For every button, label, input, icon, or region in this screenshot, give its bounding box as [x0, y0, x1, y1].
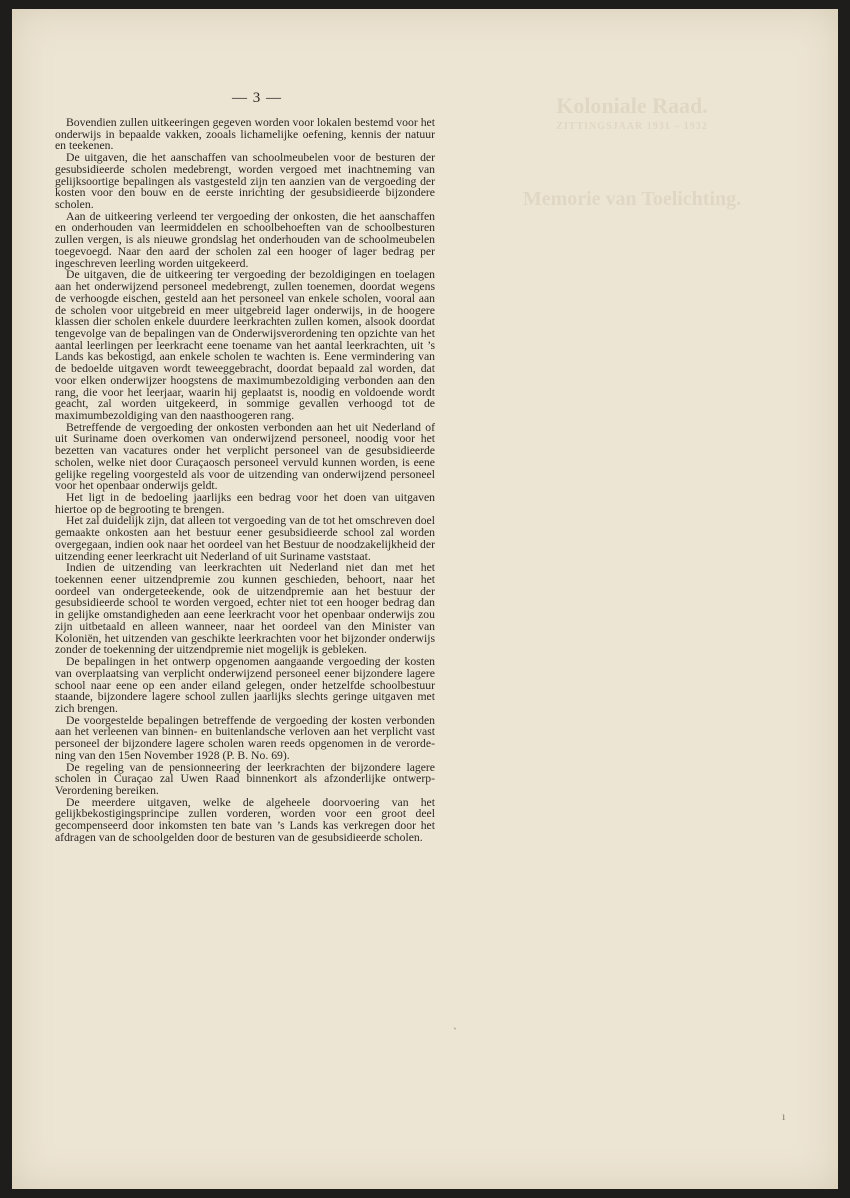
paper-speck: ˋ — [453, 1025, 457, 1039]
bleed-title: Koloniale Raad. — [556, 93, 708, 118]
paragraph-9: De bepalingen in het ontwerp opgenomen aangaande vergoeding der kosten van overplaatsing van verplicht onderwijzend personeel eener bijzondere lagere school naar eene op een ander eiland gelegen, onder hetzelfde schoolbestuur staande, bijzondere lagere school zullen jaarlijks slechts geringe uitgaven met zich brengen. — [55, 655, 435, 715]
bleed-heading: Memorie van Toelichting. — [522, 188, 742, 210]
paragraph-5: Betreffende de vergoeding der onkosten verbonden aan het uit Nederland of uit Suriname doen overkomen van onderwijzend personeel, noodig voor het bezetten van vacatures onder het verplicht personeel van de gesubsidieerde scholen, welke niet door Curaçaosch personeel vervuld kunnen worden, is eene gelijke regeling voorgesteld als voor de uitzending van onderwijzend personeel voor het openbaar onderwijs geldt. — [55, 420, 435, 493]
paragraph-6: Het ligt in de bedoeling jaarlijks een bedrag voor het doen van uitgaven hiertoe op de begrooting te brengen. — [55, 491, 435, 516]
paragraph-12: De meerdere uitgaven, welke de algeheele doorvoering van het gelijkbekostigingsprincipe zullen vorderen, worden voor een groot deel gecompenseerd door inkomsten ten bate van ’s Lands kas verkregen door het afdragen van de schoolgelden door de besturen van de gesubsidieerde scholen. — [55, 795, 435, 844]
paragraph-8: Indien de uitzending van leerkrachten uit Nederland niet dan met het toekennen eener uitzendpremie zou kunnen geschieden, behoort, naar het oordeel van ondergeteekende, ook de uitzendpremie aan het bestuur der gesubsidieerde school te worden vergoed, echter niet tot een hooger bedrag dan in gelijke omstandigheden aan eene leerkracht voor het openbaar onderwijs zou zijn uitbetaald en alleen wanneer, naar het oordeel van den Minister van Koloniën, het uitzenden van geschikte leerkrachten voor het bijzonder onderwijs zonder de toekenning der uitzendpremie niet mogelijk is gebleken. — [55, 561, 435, 657]
paper-speck: ı — [782, 1109, 786, 1123]
page-number: — 3 — — [232, 90, 282, 106]
paragraph-10: De voorgestelde bepalingen betreffende de vergoeding der kosten verbonden aan het verleenen van binnen- en buitenlandsche verloven aan het verplicht vast personeel der bijzondere lagere scholen waren reeds opgenomen in de verordening van den 15en November 1928 (P. B. No. 69). — [55, 713, 435, 762]
bleed-session: ZITTINGSJAAR 1931 – 1932 — [556, 121, 708, 132]
paragraph-4: De uitgaven, die de uitkeering ter vergoeding der bezoldigingen en toelagen aan het onderwijzend personeel medebrengt, zullen toenemen, doordat wegens de verhoogde eischen, gesteld aan het personeel van enkele scholen, vooral aan de scholen voor uitgebreid en meer uitgebreid lager onderwijs, in de hoogere klassen dier scholen enkele duurdere leerkrachten zullen komen, alsook doordat tengevolge van de bepalingen van de Onderwijsverordening ten opzichte van het aantal leerlingen per leerkracht eene toename van het aantal leerkrachten, uit ’s Lands kas bekostigd, aan enkele scholen te wachten is. Eene vermindering van de bedoelde uitgaven wordt teweeggebracht, doordat bepaald zal worden, dat voor elken onderwijzer hoogstens de maximumbezoldiging verbonden aan den rang, die voor het leerjaar, waarin hij geplaatst is, noodig en voldoende wordt geacht, zal worden uitgekeerd, in sommige gevallen verhoogd tot de maximumbezoldiging van den naasthoogeren rang. — [55, 268, 435, 422]
paragraph-11: De regeling van de pensionneering der leerkrachten der bijzondere lagere scholen in Curaçao zal Uwen Raad binnenkort als afzonderlijke ontwerp-Verordening bereiken. — [55, 760, 435, 797]
bleed-through-text — [482, 89, 782, 211]
body-text — [55, 117, 435, 844]
paragraph-3: Aan de uitkeering verleend ter vergoeding der onkosten, die het aanschaffen en onderhouden van leermiddelen en schoolbehoeften van de schoolbesturen zullen vergen, is als nieuwe grondslag het onderhouden van de schoolmeubelen toegevoegd. Naar den aard der scholen zal een hooger of lager bedrag per ingeschreven leerling worden uitgekeerd. — [55, 209, 435, 270]
paragraph-1: Bovendien zullen uitkeeringen gegeven worden voor lokalen bestemd voor het onderwijs in bepaalde vakken, zooals lichamelijke oefening, kennis der natuur en teekenen. — [55, 116, 435, 153]
paragraph-2: De uitgaven, die het aanschaffen van schoolmeubelen voor de besturen der gesubsidieerde scholen medebrengt, worden vergoed met inachtneming van gelijksoortige bepalingen als vastgesteld zijn ten aanzien van de vergoeding der kosten voor den bouw en de eerste inrichting der gesubsidieerde bijzondere scholen. — [55, 151, 435, 212]
document-page — [12, 9, 838, 1189]
paragraph-7: Het zal duidelijk zijn, dat alleen tot vergoeding van de tot het omschreven doel gemaakte onkosten aan het bestuur eener gesubsidieerde school zal worden overgegaan, indien ook naar het oordeel van het Bestuur de noodzakelijkheid der uitzending eener leerkracht uit Nederland of uit Suriname vaststaat. — [55, 514, 435, 563]
